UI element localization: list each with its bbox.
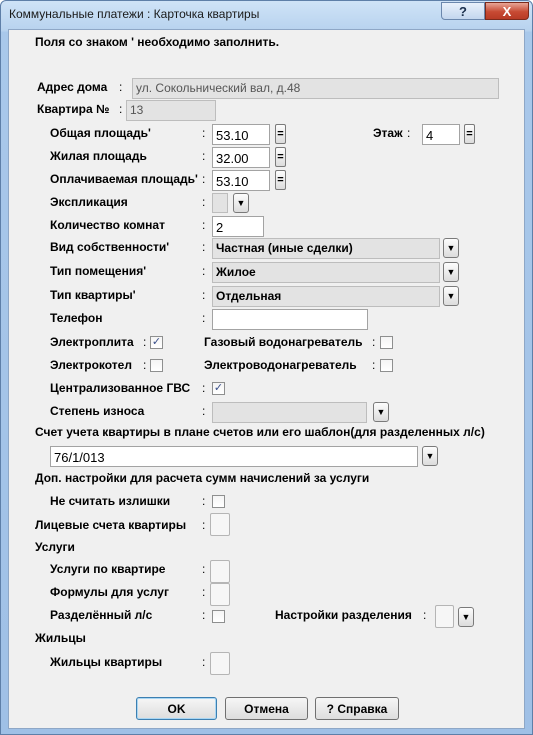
- rooms-label: Количество комнат: [50, 218, 165, 232]
- central-hot-water-label: Централизованное ГВС: [50, 381, 191, 395]
- split-settings-dropdown-button[interactable]: ▼: [458, 607, 474, 627]
- living-area-equals-button[interactable]: =: [275, 147, 286, 167]
- title-bar[interactable]: [1, 1, 532, 29]
- total-area-label: Общая площадь': [50, 126, 151, 140]
- total-area-colon: :: [202, 126, 206, 140]
- split-account-checkbox[interactable]: [212, 610, 225, 623]
- address-label: Адрес дома: [37, 80, 108, 94]
- residents-heading: Жильцы: [35, 631, 86, 645]
- rooms-input[interactable]: 2: [212, 216, 264, 237]
- split-account-colon: :: [202, 608, 206, 622]
- apartment-residents-label: Жильцы квартиры: [50, 655, 163, 669]
- split-settings-button[interactable]: [435, 605, 454, 628]
- electric-water-heater-colon: :: [372, 358, 376, 372]
- service-formulas-colon: :: [202, 585, 206, 599]
- paid-area-input[interactable]: 53.10: [212, 170, 270, 191]
- electric-stove-label: Электроплита: [50, 335, 134, 349]
- apartment-number-field[interactable]: 13: [126, 100, 216, 121]
- service-formulas-label: Формулы для услуг: [50, 585, 169, 599]
- split-account-label: Разделённый л/с: [50, 608, 153, 622]
- electric-stove-checkbox[interactable]: ✓: [151, 336, 162, 348]
- living-area-input[interactable]: 32.00: [212, 147, 270, 168]
- floor-equals-button[interactable]: =: [464, 124, 475, 144]
- electric-stove-colon: :: [143, 335, 147, 349]
- phone-label: Телефон: [50, 311, 103, 325]
- account-label: Счет учета квартиры в плане счетов или его шаблон(для разделенных л/с): [35, 425, 485, 439]
- central-hot-water-colon: :: [202, 381, 206, 395]
- electric-water-heater-checkbox[interactable]: [380, 359, 393, 372]
- wear-select[interactable]: [212, 402, 367, 423]
- personal-accounts-label: Лицевые счета квартиры: [35, 518, 187, 532]
- phone-colon: :: [202, 311, 206, 325]
- no-surplus-label: Не считать излишки: [50, 494, 171, 508]
- explication-label: Экспликация: [50, 195, 128, 209]
- wear-colon: :: [202, 404, 206, 418]
- personal-accounts-button[interactable]: [210, 513, 230, 536]
- address-colon: :: [119, 80, 123, 94]
- split-settings-label: Настройки разделения: [275, 608, 412, 622]
- account-input[interactable]: 76/1/013: [50, 446, 418, 467]
- living-area-colon: :: [202, 149, 206, 163]
- apartment-residents-button[interactable]: [210, 652, 230, 675]
- explication-dropdown-button[interactable]: ▼: [233, 193, 249, 213]
- premises-type-select[interactable]: Жилое: [212, 262, 440, 283]
- apartment-services-label: Услуги по квартире: [50, 562, 166, 576]
- apartment-type-select[interactable]: Отдельная: [212, 286, 440, 307]
- title-help-button[interactable]: ?: [441, 2, 485, 20]
- no-surplus-checkbox[interactable]: [212, 495, 225, 508]
- service-formulas-button[interactable]: [210, 583, 230, 606]
- cancel-button[interactable]: Отмена: [225, 697, 308, 720]
- floor-colon: :: [407, 126, 411, 140]
- account-dropdown-button[interactable]: ▼: [422, 446, 438, 466]
- apartment-services-button[interactable]: [210, 560, 230, 583]
- services-heading: Услуги: [35, 540, 75, 554]
- electric-boiler-label: Электрокотел: [50, 358, 132, 372]
- gas-heater-checkbox[interactable]: [380, 336, 393, 349]
- apartment-number-label: Квартира №: [37, 102, 110, 116]
- wear-label: Степень износа: [50, 404, 145, 418]
- premises-type-dropdown-button[interactable]: ▼: [443, 262, 459, 282]
- wear-dropdown-button[interactable]: ▼: [373, 402, 389, 422]
- split-settings-colon: :: [423, 608, 427, 622]
- rooms-colon: :: [202, 218, 206, 232]
- extra-settings-heading: Доп. настройки для расчета сумм начислений за услуги: [35, 471, 370, 485]
- electric-water-heater-label: Электроводонагреватель: [204, 358, 357, 372]
- floor-input[interactable]: 4: [422, 124, 460, 145]
- total-area-equals-button[interactable]: =: [275, 124, 286, 144]
- gas-heater-colon: :: [372, 335, 376, 349]
- electric-boiler-checkbox[interactable]: [150, 359, 163, 372]
- explication-field[interactable]: [212, 193, 228, 213]
- total-area-input[interactable]: 53.10: [212, 124, 270, 145]
- title-close-button[interactable]: X: [485, 2, 529, 20]
- ok-button[interactable]: OK: [136, 697, 217, 720]
- paid-area-label: Оплачиваемая площадь': [50, 172, 198, 186]
- window-title: Коммунальные платежи : Карточка квартиры: [9, 7, 260, 21]
- paid-area-equals-button[interactable]: =: [275, 170, 286, 190]
- apartment-number-colon: :: [119, 102, 123, 116]
- gas-heater-label: Газовый водонагреватель: [204, 335, 363, 349]
- ownership-colon: :: [202, 240, 206, 254]
- apartment-type-label: Тип квартиры': [50, 288, 136, 302]
- electric-boiler-colon: :: [143, 358, 147, 372]
- apartment-type-colon: :: [202, 288, 206, 302]
- central-hot-water-checkbox[interactable]: ✓: [213, 382, 224, 394]
- apartment-type-dropdown-button[interactable]: ▼: [443, 286, 459, 306]
- required-fields-notice: Поля со знаком ' необходимо заполнить.: [35, 35, 280, 49]
- explication-colon: :: [202, 195, 206, 209]
- phone-input[interactable]: [212, 309, 368, 330]
- form-area: [8, 29, 525, 729]
- apartment-services-colon: :: [202, 562, 206, 576]
- premises-type-label: Тип помещения': [50, 264, 147, 278]
- help-button[interactable]: ? Справка: [315, 697, 399, 720]
- address-field[interactable]: ул. Сокольнический вал, д.48: [132, 78, 499, 99]
- living-area-label: Жилая площадь: [50, 149, 147, 163]
- premises-type-colon: :: [202, 264, 206, 278]
- ownership-select[interactable]: Частная (иные сделки): [212, 238, 440, 259]
- no-surplus-colon: :: [202, 494, 206, 508]
- apartment-residents-colon: :: [202, 655, 206, 669]
- floor-label: Этаж: [373, 126, 403, 140]
- personal-accounts-colon: :: [202, 518, 206, 532]
- paid-area-colon: :: [202, 172, 206, 186]
- ownership-label: Вид собственности': [50, 240, 170, 254]
- ownership-dropdown-button[interactable]: ▼: [443, 238, 459, 258]
